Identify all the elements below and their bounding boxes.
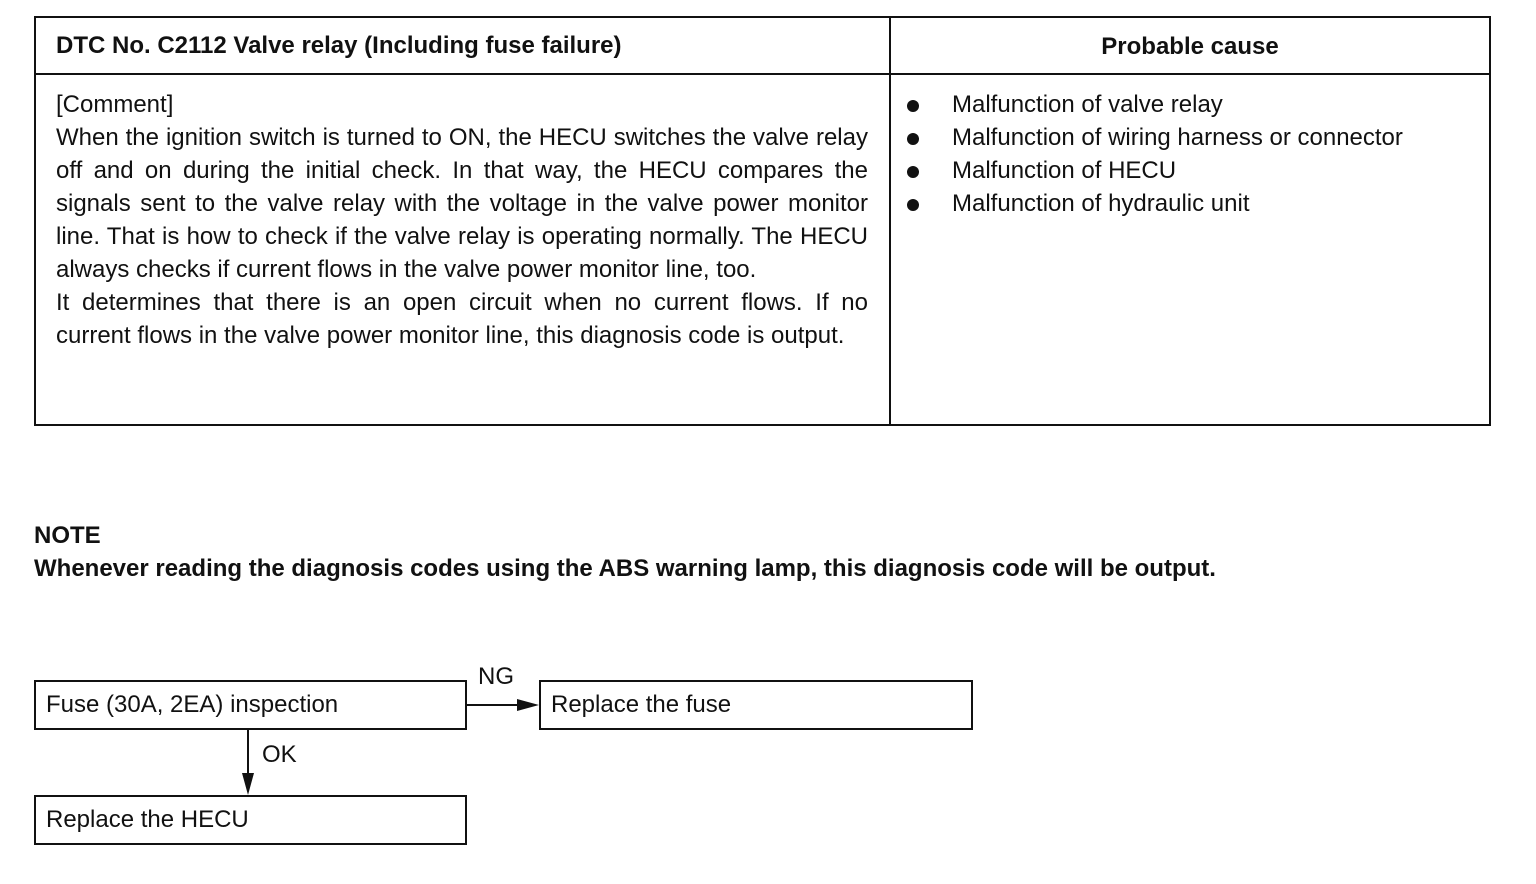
cause-text: Malfunction of HECU <box>952 157 1177 184</box>
ng-arrow <box>467 699 539 711</box>
cause-text: Malfunction of wiring harness or connector <box>952 124 1403 151</box>
flow-step-label: Replace the fuse <box>551 691 732 718</box>
ok-arrow <box>242 730 254 795</box>
ok-label: OK <box>262 741 297 768</box>
comment-paragraph-1: When the ignition switch is turned to ON, the HECU switches the valve relay off and on during the initial check. In that way, the HECU compares the signals sent to the valve relay with the voltage in the valve power monitor line. That is how to check if the valve relay is operating normally. The HECU always checks if current flows in the valve power monitor line, too. <box>56 124 868 283</box>
cause-text: Malfunction of valve relay <box>952 91 1223 118</box>
note-text: Whenever reading the diagnosis codes using the ABS warning lamp, this diagnosis code will be output. <box>34 555 1216 582</box>
dtc-header: DTC No. C2112 Valve relay (Including fuse failure) <box>56 32 622 59</box>
note-title: NOTE <box>34 522 101 549</box>
comment-paragraph-2: It determines that there is an open circuit when no current flows. If no current flows in the valve power monitor line, this diagnosis code is output. <box>56 289 868 349</box>
flow-step-label: Replace the HECU <box>46 806 249 833</box>
probable-cause-header: Probable cause <box>1101 33 1279 60</box>
cause-text: Malfunction of hydraulic unit <box>952 190 1250 217</box>
ng-label: NG <box>478 663 514 690</box>
comment-label: [Comment] <box>56 91 174 118</box>
flow-step-label: Fuse (30A, 2EA) inspection <box>46 691 339 718</box>
